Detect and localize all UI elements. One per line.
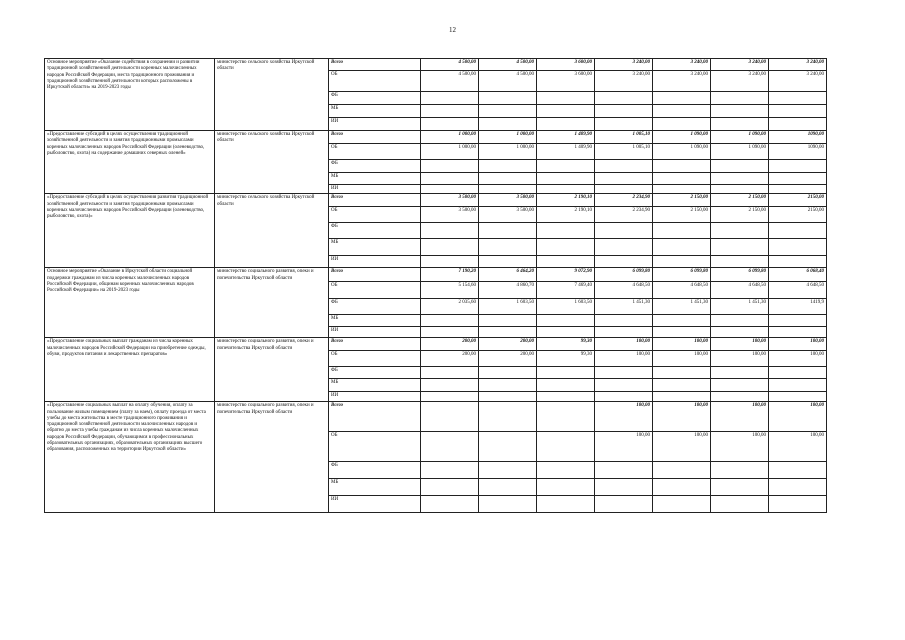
amount-cell [653, 239, 711, 256]
amount-cell [711, 185, 769, 194]
amount-cell [421, 315, 479, 327]
amount-cell: 3 500,00 [421, 194, 479, 207]
funding-source: МБ [329, 239, 421, 256]
amount-cell [537, 173, 595, 185]
amount-cell: 6 099,80 [711, 268, 769, 282]
funding-source: Всего [329, 268, 421, 282]
amount-cell [421, 379, 479, 392]
amount-cell [711, 105, 769, 118]
amount-cell: 3 240,00 [711, 71, 769, 92]
amount-cell: 4 648,50 [769, 282, 827, 299]
amount-cell: 100,00 [711, 402, 769, 432]
amount-cell [711, 173, 769, 185]
amount-cell [421, 402, 479, 432]
amount-cell: 100,00 [653, 351, 711, 367]
amount-cell: 3 240,00 [769, 59, 827, 71]
amount-cell [421, 479, 479, 496]
amount-cell [537, 160, 595, 173]
amount-cell: 100,00 [711, 432, 769, 462]
amount-cell: 3 600,00 [537, 71, 595, 92]
executor-cell: министерство сельского хозяйства Иркутской области [215, 194, 329, 268]
amount-cell [769, 496, 827, 513]
amount-cell [711, 92, 769, 105]
amount-cell: 100,00 [653, 338, 711, 351]
amount-cell: 200,00 [479, 338, 537, 351]
amount-cell: 4 648,50 [653, 282, 711, 299]
amount-cell [537, 379, 595, 392]
amount-cell [711, 496, 769, 513]
amount-cell [421, 92, 479, 105]
amount-cell: 3 600,00 [537, 59, 595, 71]
amount-cell: 1 451,30 [653, 299, 711, 315]
funding-source: ФБ [329, 367, 421, 379]
amount-cell [711, 367, 769, 379]
amount-cell [653, 92, 711, 105]
amount-cell [653, 105, 711, 118]
amount-cell: 9 072,90 [537, 268, 595, 282]
amount-cell [711, 118, 769, 131]
funding-source: ИИ [329, 256, 421, 268]
amount-cell: 1090,00 [769, 131, 827, 144]
funding-source: ИИ [329, 392, 421, 402]
amount-cell [421, 496, 479, 513]
funding-source: ОБ [329, 144, 421, 160]
amount-cell [769, 92, 827, 105]
amount-cell [595, 256, 653, 268]
amount-cell [769, 223, 827, 239]
amount-cell: 2 150,00 [653, 194, 711, 207]
amount-cell [479, 92, 537, 105]
amount-cell [537, 223, 595, 239]
amount-cell [595, 105, 653, 118]
amount-cell [711, 327, 769, 338]
amount-cell [537, 327, 595, 338]
funding-source: ИИ [329, 327, 421, 338]
amount-cell [595, 92, 653, 105]
page-number: 12 [449, 26, 456, 34]
amount-cell: 3 240,00 [653, 59, 711, 71]
amount-cell: 6 464,20 [479, 268, 537, 282]
amount-cell: 99,30 [537, 338, 595, 351]
amount-cell [711, 462, 769, 479]
amount-cell: 100,00 [595, 351, 653, 367]
amount-cell [421, 239, 479, 256]
amount-cell: 1 090,00 [711, 144, 769, 160]
amount-cell [769, 379, 827, 392]
amount-cell [653, 223, 711, 239]
amount-cell [769, 256, 827, 268]
amount-cell [421, 327, 479, 338]
executor-cell: министерство сельского хозяйства Иркутской области [215, 131, 329, 194]
table-row [45, 59, 827, 71]
amount-cell [537, 105, 595, 118]
amount-cell: 100,00 [769, 351, 827, 367]
amount-cell: 1 000,00 [421, 131, 479, 144]
amount-cell [595, 160, 653, 173]
measure-description: «Предоставление социальных выплат гражданам из числа коренных малочисленных народов Российской Федерации на приобретение одежды, обуви, продуктов питания и лекарственных препаратов» [45, 338, 215, 402]
amount-cell: 100,00 [595, 432, 653, 462]
funding-source: МБ [329, 105, 421, 118]
measure-description: Основное мероприятие «Оказание содействия в сохранении и развитии традиционной хозяйственной деятельности коренных малочисленных народов Российской Федерации, места традиционного проживания и традиционной хозяйственной деятельности которых расположены в Иркутской области» на 2019-2023 годы [45, 59, 215, 131]
funding-source: ФБ [329, 299, 421, 315]
amount-cell [421, 160, 479, 173]
funding-source: МБ [329, 315, 421, 327]
amount-cell [421, 118, 479, 131]
amount-cell [595, 223, 653, 239]
amount-cell [421, 105, 479, 118]
amount-cell: 4 500,00 [479, 59, 537, 71]
amount-cell [769, 462, 827, 479]
funding-source: ФБ [329, 223, 421, 239]
amount-cell: 5 154,60 [421, 282, 479, 299]
amount-cell [653, 327, 711, 338]
amount-cell [537, 392, 595, 402]
amount-cell: 1 005,10 [595, 144, 653, 160]
amount-cell [595, 173, 653, 185]
funding-source: МБ [329, 379, 421, 392]
amount-cell [479, 315, 537, 327]
amount-cell [595, 392, 653, 402]
amount-cell [769, 479, 827, 496]
amount-cell [653, 173, 711, 185]
measure-description: «Предоставление социальных выплат на оплату обучения, оплату за пользование жилым помещением (плату за наем), оплату проезда от места учебы до места жительства в месте традиционного проживания и традиционной хозяйственной деятельности малочисленных народов и обратно до места учебы гражданам из числа коренных малочисленных народов Российской Федерации, обучающимся в профессиональных образовательных организациях, образовательных организациях высшего образования, расположенных на территории Иркутской области» [45, 402, 215, 513]
amount-cell: 2 035,60 [421, 299, 479, 315]
funding-source: МБ [329, 479, 421, 496]
amount-cell [595, 379, 653, 392]
amount-cell: 100,00 [769, 402, 827, 432]
funding-source: ИИ [329, 496, 421, 513]
amount-cell [711, 223, 769, 239]
amount-cell [595, 315, 653, 327]
amount-cell: 3 500,00 [479, 194, 537, 207]
amount-cell [421, 432, 479, 462]
amount-cell [537, 479, 595, 496]
amount-cell [479, 160, 537, 173]
amount-cell [537, 239, 595, 256]
amount-cell: 1419,9 [769, 299, 827, 315]
amount-cell: 1 451,30 [711, 299, 769, 315]
executor-cell: министерство социального развития, опеки и попечительства Иркутской области [215, 268, 329, 338]
amount-cell [479, 496, 537, 513]
amount-cell [537, 315, 595, 327]
funding-source: ФБ [329, 92, 421, 105]
amount-cell [595, 239, 653, 256]
amount-cell: 3 500,00 [421, 207, 479, 223]
amount-cell [653, 392, 711, 402]
amount-cell: 2 150,00 [711, 194, 769, 207]
funding-source: ОБ [329, 282, 421, 299]
amount-cell: 2150,00 [769, 194, 827, 207]
amount-cell [711, 379, 769, 392]
amount-cell [537, 92, 595, 105]
amount-cell [421, 367, 479, 379]
amount-cell: 1 603,50 [479, 299, 537, 315]
executor-cell: министерство сельского хозяйства Иркутской области [215, 59, 329, 131]
amount-cell [769, 173, 827, 185]
amount-cell [421, 462, 479, 479]
amount-cell [479, 402, 537, 432]
amount-cell: 2 234,90 [595, 207, 653, 223]
amount-cell: 1 451,30 [595, 299, 653, 315]
amount-cell: 100,00 [653, 402, 711, 432]
amount-cell [479, 479, 537, 496]
amount-cell [595, 185, 653, 194]
amount-cell: 1 090,00 [653, 144, 711, 160]
measure-description: «Предоставление субсидий в целях осуществления развития традиционной хозяйственной деятельности и занятия традиционными промыслами коренных малочисленных народов Российской Федерации (оленеводство, рыболовство, охота)» [45, 194, 215, 268]
amount-cell [479, 392, 537, 402]
funding-source: ИИ [329, 118, 421, 131]
funding-source: Всего [329, 131, 421, 144]
amount-cell [421, 223, 479, 239]
amount-cell: 100,00 [711, 351, 769, 367]
amount-cell [653, 256, 711, 268]
amount-cell: 200,00 [479, 351, 537, 367]
amount-cell: 1 090,00 [711, 131, 769, 144]
amount-cell: 3 240,00 [711, 59, 769, 71]
executor-cell: министерство социального развития, опеки и попечительства Иркутской области [215, 402, 329, 513]
amount-cell: 2 150,00 [653, 207, 711, 223]
amount-cell [653, 496, 711, 513]
amount-cell [479, 432, 537, 462]
funding-source: ИИ [329, 185, 421, 194]
amount-cell: 200,00 [421, 338, 479, 351]
amount-cell [769, 160, 827, 173]
amount-cell: 1 409,90 [537, 144, 595, 160]
amount-cell [421, 185, 479, 194]
amount-cell: 100,00 [769, 338, 827, 351]
amount-cell: 4 860,70 [479, 282, 537, 299]
funding-source: Всего [329, 402, 421, 432]
amount-cell: 3 240,00 [653, 71, 711, 92]
amount-cell: 3 240,00 [595, 59, 653, 71]
amount-cell [653, 160, 711, 173]
amount-cell [537, 462, 595, 479]
funding-source: МБ [329, 173, 421, 185]
funding-source: Всего [329, 59, 421, 71]
amount-cell [653, 315, 711, 327]
amount-cell [595, 496, 653, 513]
amount-cell [421, 173, 479, 185]
amount-cell [595, 367, 653, 379]
amount-cell [479, 462, 537, 479]
amount-cell [537, 367, 595, 379]
amount-cell: 3 500,00 [479, 207, 537, 223]
funding-source: ФБ [329, 160, 421, 173]
measure-description: «Предоставление субсидий в целях осуществления традиционной хозяйственной деятельности и занятия традиционными промыслами коренных малочисленных народов Российской Федерации (оленеводство, рыболовство, охота) на содержание домашних северных оленей» [45, 131, 215, 194]
amount-cell [769, 239, 827, 256]
amount-cell [711, 315, 769, 327]
budget-table [44, 58, 827, 513]
executor-cell: министерство социального развития, опеки и попечительства Иркутской области [215, 338, 329, 402]
amount-cell [769, 367, 827, 379]
amount-cell: 2150,00 [769, 207, 827, 223]
amount-cell: 1 000,00 [421, 144, 479, 160]
amount-cell [479, 379, 537, 392]
table-row [45, 268, 827, 282]
amount-cell [479, 185, 537, 194]
amount-cell [711, 160, 769, 173]
funding-source: ФБ [329, 462, 421, 479]
amount-cell [595, 462, 653, 479]
amount-cell: 100,00 [711, 338, 769, 351]
table-row [45, 338, 827, 351]
amount-cell [653, 479, 711, 496]
amount-cell: 2 190,10 [537, 194, 595, 207]
amount-cell [479, 223, 537, 239]
amount-cell [537, 118, 595, 131]
amount-cell: 200,00 [421, 351, 479, 367]
amount-cell: 2 234,90 [595, 194, 653, 207]
table-row [45, 402, 827, 432]
amount-cell: 1090,00 [769, 144, 827, 160]
amount-cell [537, 256, 595, 268]
amount-cell: 1 005,10 [595, 131, 653, 144]
amount-cell: 4 500,00 [479, 71, 537, 92]
amount-cell [769, 327, 827, 338]
amount-cell [479, 105, 537, 118]
amount-cell: 7 469,40 [537, 282, 595, 299]
measure-description: Основное мероприятие «Оказание в Иркутской области социальной поддержки гражданам из числа коренных малочисленных народов Российской Федерации, общинам коренных малочисленных народов Российской Федерации» на 2019-2023 годы [45, 268, 215, 338]
amount-cell: 1 090,00 [653, 131, 711, 144]
amount-cell [479, 327, 537, 338]
amount-cell: 4 648,50 [711, 282, 769, 299]
amount-cell [769, 118, 827, 131]
amount-cell [421, 256, 479, 268]
amount-cell [653, 379, 711, 392]
amount-cell: 2 190,10 [537, 207, 595, 223]
amount-cell: 6 099,80 [653, 268, 711, 282]
amount-cell: 100,00 [595, 402, 653, 432]
amount-cell [769, 185, 827, 194]
amount-cell: 100,00 [653, 432, 711, 462]
amount-cell [595, 118, 653, 131]
amount-cell [479, 239, 537, 256]
amount-cell: 7 190,20 [421, 268, 479, 282]
amount-cell [653, 185, 711, 194]
amount-cell: 3 240,00 [595, 71, 653, 92]
amount-cell [537, 402, 595, 432]
amount-cell: 100,00 [769, 432, 827, 462]
amount-cell [769, 392, 827, 402]
amount-cell [653, 118, 711, 131]
amount-cell [479, 173, 537, 185]
amount-cell [653, 462, 711, 479]
amount-cell: 1 409,90 [537, 131, 595, 144]
funding-source: ОБ [329, 71, 421, 92]
amount-cell: 3 240,00 [769, 71, 827, 92]
amount-cell [537, 432, 595, 462]
table-row [45, 131, 827, 144]
funding-source: ОБ [329, 207, 421, 223]
table-row [45, 194, 827, 207]
amount-cell [479, 256, 537, 268]
amount-cell: 100,00 [595, 338, 653, 351]
amount-cell: 6 099,80 [595, 268, 653, 282]
amount-cell [711, 256, 769, 268]
amount-cell [421, 392, 479, 402]
funding-source: ОБ [329, 432, 421, 462]
amount-cell [595, 327, 653, 338]
amount-cell: 4 500,00 [421, 71, 479, 92]
amount-cell [479, 118, 537, 131]
amount-cell [711, 239, 769, 256]
amount-cell [537, 185, 595, 194]
funding-source: Всего [329, 338, 421, 351]
amount-cell: 99,30 [537, 351, 595, 367]
amount-cell [653, 367, 711, 379]
amount-cell [479, 367, 537, 379]
amount-cell [711, 479, 769, 496]
amount-cell [711, 392, 769, 402]
amount-cell: 6 068,40 [769, 268, 827, 282]
amount-cell [537, 496, 595, 513]
amount-cell [769, 315, 827, 327]
amount-cell [769, 105, 827, 118]
funding-source: Всего [329, 194, 421, 207]
amount-cell: 1 603,50 [537, 299, 595, 315]
amount-cell: 4 648,50 [595, 282, 653, 299]
amount-cell: 4 500,00 [421, 59, 479, 71]
amount-cell: 1 000,00 [479, 131, 537, 144]
amount-cell [595, 479, 653, 496]
funding-source: ОБ [329, 351, 421, 367]
amount-cell: 1 000,00 [479, 144, 537, 160]
amount-cell: 2 150,00 [711, 207, 769, 223]
